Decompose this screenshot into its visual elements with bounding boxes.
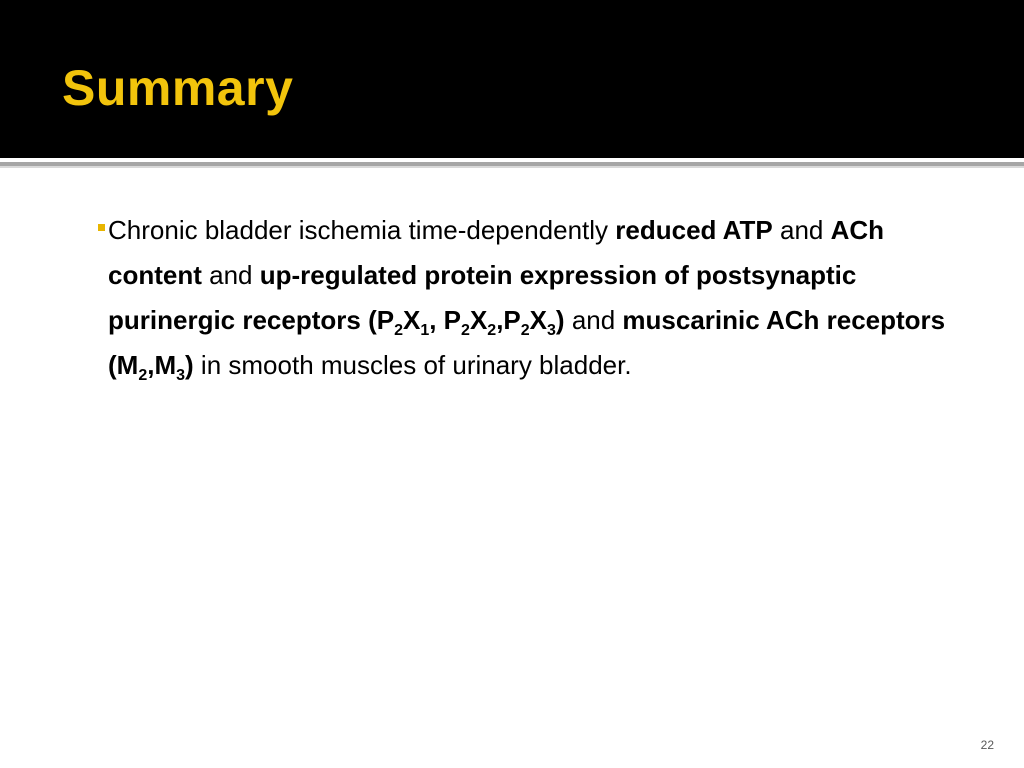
bold-run: X: [529, 305, 548, 335]
bullet-item: [98, 208, 968, 388]
title-divider-shadow: [0, 166, 1024, 168]
bold-run-reduced-atp: reduced ATP: [615, 215, 773, 245]
slide-title: Summary: [62, 60, 294, 116]
subscript: 2: [394, 322, 403, 339]
subscript: 1: [420, 322, 430, 339]
slide-page-number: 22: [980, 738, 994, 752]
bold-run: X: [402, 305, 421, 335]
bullet-text-run: and: [564, 305, 623, 335]
bullet-text-run: and: [772, 215, 831, 245]
subscript: 3: [176, 367, 186, 384]
bullet-list: [98, 208, 968, 388]
subscript: 2: [138, 367, 148, 384]
bold-run: ): [185, 350, 194, 380]
square-bullet-icon: [98, 224, 105, 231]
bullet-text-run: in smooth muscles of urinary bladder.: [193, 350, 632, 380]
bold-run: ,M: [147, 350, 177, 380]
subscript: 2: [487, 322, 497, 339]
subscript: 2: [520, 322, 530, 339]
bold-run: ,P: [496, 305, 521, 335]
bullet-text-run: and: [201, 260, 260, 290]
title-band: [0, 0, 1024, 158]
bold-run: X: [469, 305, 488, 335]
subscript: 2: [461, 322, 470, 339]
bold-run-ach-content: ACh content: [108, 215, 885, 290]
subscript: 3: [547, 322, 556, 339]
bold-run-purinergic-receptors: up-regulated protein expression of postsynaptic purinergic receptors (P: [108, 260, 857, 335]
bullet-text-run: Chronic bladder ischemia time-dependently: [108, 215, 616, 245]
bullet-text: [108, 208, 968, 388]
bold-run-muscarinic-receptors: muscarinic ACh receptors (M: [108, 305, 946, 380]
bold-run: , P: [429, 305, 462, 335]
bold-run: ): [555, 305, 565, 335]
